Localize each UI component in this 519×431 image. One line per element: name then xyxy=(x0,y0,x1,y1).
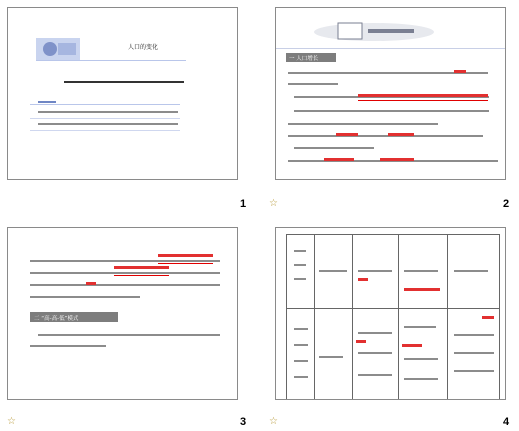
objective-2 xyxy=(38,123,178,125)
row1-col0 xyxy=(294,328,308,330)
col0-head-c xyxy=(294,278,306,280)
cell-r0c0 xyxy=(287,235,315,309)
slide-2 xyxy=(275,7,506,180)
blank-1 xyxy=(454,70,466,73)
slide3-line-4 xyxy=(30,296,140,298)
slide3-line-3 xyxy=(30,284,220,286)
blank-4 xyxy=(388,133,414,136)
row1-col2-a xyxy=(358,332,392,334)
comparison-table xyxy=(286,234,500,400)
page-number-2: 2 xyxy=(503,198,510,210)
col1-head xyxy=(319,270,347,272)
col0-head-a xyxy=(294,250,306,252)
section-heading-2: 二 “高-高-低”模式 xyxy=(34,316,79,322)
blank-2-rule xyxy=(358,100,488,101)
s3-blank-2 xyxy=(114,266,169,269)
blank-5 xyxy=(324,158,354,161)
row1-col3-red xyxy=(402,344,422,347)
header-banner-graphic xyxy=(314,20,434,44)
row1-col0-b xyxy=(294,344,308,346)
row1-col4-b xyxy=(454,352,494,354)
cell-r1c4 xyxy=(448,309,500,401)
cell-r1c1 xyxy=(315,309,353,401)
row1-col3-c xyxy=(404,378,438,380)
slide3-line-2 xyxy=(30,272,220,274)
col3-red-1 xyxy=(404,288,440,291)
col4-head xyxy=(454,270,488,272)
slide1-chapter-heading xyxy=(64,81,184,83)
slide2-line-2 xyxy=(288,83,338,85)
row1-col2-c xyxy=(358,374,392,376)
slide3-line-6 xyxy=(30,345,106,347)
blank-2 xyxy=(358,94,488,97)
slide-3 xyxy=(7,227,238,400)
slide-1 xyxy=(7,7,238,180)
blank-6 xyxy=(380,158,414,161)
col2-head xyxy=(358,270,392,272)
slide3-line-1 xyxy=(30,260,220,262)
section-bar-2 xyxy=(30,312,118,322)
col0-head-b xyxy=(294,264,306,266)
slide2-line-5 xyxy=(288,123,438,125)
objective-rule xyxy=(30,104,180,105)
row1-col0-d xyxy=(294,376,308,378)
row1-col4-red xyxy=(482,316,494,319)
title-rule xyxy=(36,60,186,61)
row1-col0-c xyxy=(294,360,308,362)
slide2-line-4 xyxy=(294,110,489,112)
objective-1-rule xyxy=(30,118,180,119)
slide2-line-6 xyxy=(288,135,483,137)
s3-blank-3 xyxy=(86,282,96,285)
section-bar-1 xyxy=(286,53,336,62)
col2-red-1 xyxy=(358,278,368,281)
title-logo-graphic xyxy=(36,38,80,60)
star-icon: ☆ xyxy=(269,416,278,427)
s3-blank-2-rule xyxy=(114,275,169,276)
slide-4 xyxy=(275,227,506,400)
row1-col1 xyxy=(319,356,343,358)
row1-col2-red xyxy=(356,340,366,343)
row1-col3-a xyxy=(404,326,436,328)
objective-1 xyxy=(38,111,178,113)
row1-col2-b xyxy=(358,352,392,354)
star-icon: ☆ xyxy=(7,416,16,427)
slide3-line-5 xyxy=(38,334,220,336)
s3-blank-1 xyxy=(158,254,213,257)
objective-label xyxy=(38,101,56,103)
section-heading-1: 一 人口增长 xyxy=(289,56,319,62)
star-icon: ☆ xyxy=(269,198,278,209)
row1-col4-c xyxy=(454,370,494,372)
page-number-4: 4 xyxy=(503,416,510,428)
row1-col3-b xyxy=(404,358,438,360)
cell-r1c0 xyxy=(287,309,315,401)
cell-r1c2 xyxy=(353,309,399,401)
objective-2-rule xyxy=(30,130,180,131)
s3-blank-1-rule xyxy=(158,263,213,264)
cell-r1c3 xyxy=(398,309,448,401)
page-number-1: 1 xyxy=(240,198,247,210)
col3-head xyxy=(404,270,438,272)
header-rule xyxy=(276,48,506,49)
slide2-line-7 xyxy=(294,147,374,149)
row1-col4-a xyxy=(454,334,494,336)
page-number-3: 3 xyxy=(240,416,247,428)
slide1-subtitle: 人口的变化 xyxy=(128,44,159,51)
blank-3 xyxy=(336,133,358,136)
